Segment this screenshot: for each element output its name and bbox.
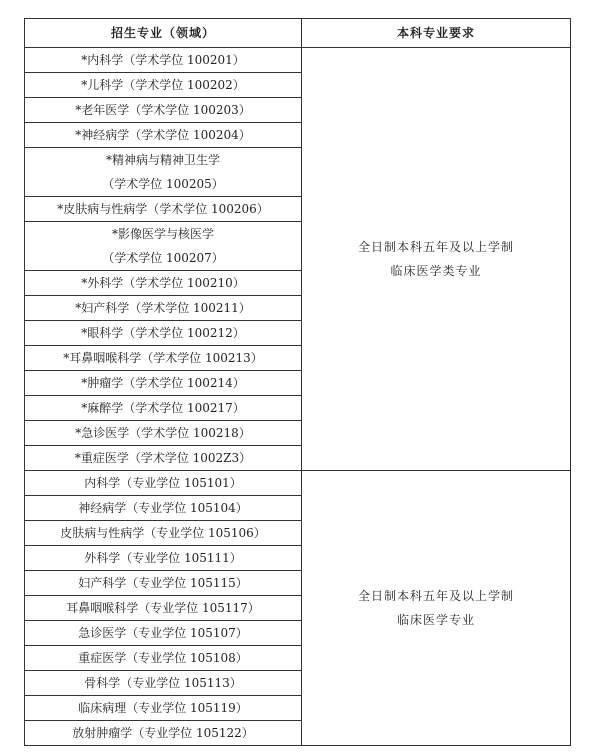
major-cell	[25, 321, 302, 346]
table-body	[25, 48, 571, 746]
major-name: *妇产科学（学术学位 100211）	[75, 301, 251, 315]
major-name: *精神病与精神卫生学	[105, 153, 220, 167]
major-cell	[25, 571, 302, 596]
table-row	[25, 48, 571, 73]
requirement-cell	[302, 48, 571, 471]
major-name: 放射肿瘤学（专业学位 105122）	[72, 726, 254, 740]
major-cell	[25, 271, 302, 296]
major-name: *重症医学（学术学位 1002Z3）	[74, 451, 252, 465]
major-name: *影像医学与核医学	[111, 227, 214, 241]
major-name: （学术学位 100207）	[102, 251, 224, 265]
page	[24, 18, 570, 746]
major-cell	[25, 371, 302, 396]
major-name: *外科学（学术学位 100210）	[81, 276, 245, 290]
major-cell	[25, 197, 302, 222]
requirement-text: 临床医学类专业	[390, 264, 482, 278]
major-cell	[25, 123, 302, 148]
major-cell	[25, 421, 302, 446]
major-cell	[25, 471, 302, 496]
major-cell	[25, 496, 302, 521]
major-name: *眼科学（学术学位 100212）	[81, 326, 245, 340]
header-requirement: 本科专业要求	[302, 19, 571, 48]
major-name: *急诊医学（学术学位 100218）	[75, 426, 251, 440]
major-name: *神经病学（学术学位 100204）	[75, 128, 251, 142]
major-name: *肿瘤学（学术学位 100214）	[81, 376, 245, 390]
major-name: *老年医学（学术学位 100203）	[75, 103, 251, 117]
major-name: （学术学位 100205）	[102, 177, 224, 191]
major-cell	[25, 546, 302, 571]
major-cell	[25, 296, 302, 321]
major-name: 神经病学（专业学位 105104）	[78, 501, 248, 515]
major-name: 急诊医学（专业学位 105107）	[78, 626, 248, 640]
major-cell	[25, 646, 302, 671]
major-name: 耳鼻咽喉科学（专业学位 105117）	[66, 601, 260, 615]
major-cell	[25, 696, 302, 721]
major-name: *麻醉学（学术学位 100217）	[81, 401, 245, 415]
major-name: 内科学（专业学位 105101）	[84, 476, 242, 490]
header-row	[25, 19, 571, 48]
major-name: 妇产科学（专业学位 105115）	[78, 576, 248, 590]
requirement-text: 全日制本科五年及以上学制	[357, 589, 514, 603]
major-cell	[25, 621, 302, 646]
major-cell	[25, 721, 302, 746]
major-cell	[25, 346, 302, 371]
major-cell	[25, 521, 302, 546]
major-cell	[25, 48, 302, 73]
major-name: 皮肤病与性病学（专业学位 105106）	[60, 526, 266, 540]
requirement-text: 全日制本科五年及以上学制	[357, 240, 514, 254]
major-cell	[25, 671, 302, 696]
major-name: 骨科学（专业学位 105113）	[84, 676, 242, 690]
major-name: *耳鼻咽喉科学（学术学位 100213）	[63, 351, 263, 365]
major-name: 重症医学（专业学位 105108）	[78, 651, 248, 665]
major-name: *皮肤病与性病学（学术学位 100206）	[57, 202, 269, 216]
major-name: *儿科学（学术学位 100202）	[81, 78, 245, 92]
major-cell	[25, 73, 302, 98]
major-name: 临床病理（专业学位 105119）	[78, 701, 248, 715]
major-cell	[25, 446, 302, 471]
major-cell	[25, 222, 302, 271]
major-cell	[25, 148, 302, 197]
table-row	[25, 471, 571, 496]
major-cell	[25, 596, 302, 621]
requirement-text: 临床医学专业	[396, 613, 475, 627]
requirement-cell	[302, 471, 571, 746]
major-cell	[25, 98, 302, 123]
admission-table	[24, 18, 571, 746]
header-major: 招生专业（领域）	[25, 19, 302, 48]
major-cell	[25, 396, 302, 421]
major-name: *内科学（学术学位 100201）	[81, 53, 245, 67]
major-name: 外科学（专业学位 105111）	[84, 551, 242, 565]
